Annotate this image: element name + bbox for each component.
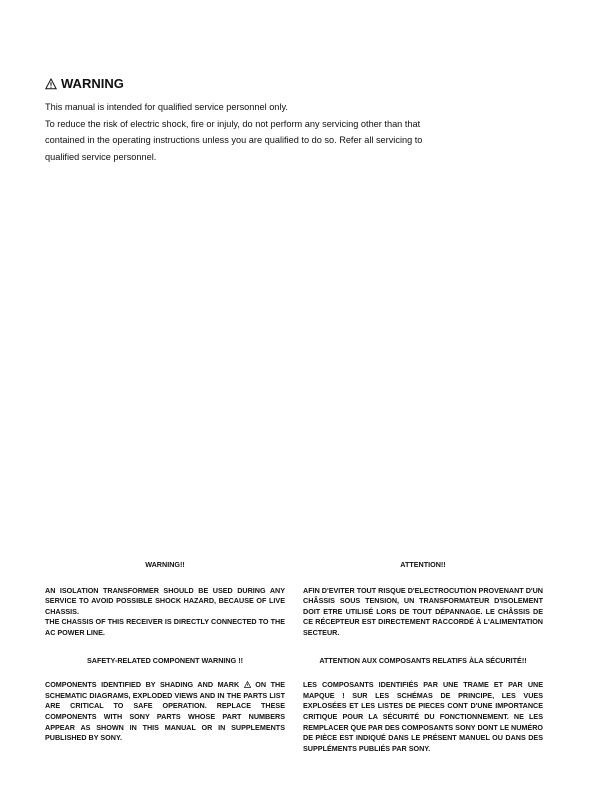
french-heading-attention: ATTENTION!! (400, 560, 446, 569)
warning-triangle-icon (45, 78, 57, 90)
english-components-paragraph (45, 680, 285, 744)
warning-line-3: contained in the operating instructions unless you are qualified to do so. Refer all servicing to (45, 135, 423, 145)
warning-line-4: qualified service personnel. (45, 151, 157, 162)
warning-title (45, 76, 475, 91)
english-isolation-paragraph: AN ISOLATION TRANSFORMER SHOULD BE USED DURING ANY SERVICE TO AVOID POSSIBLE SHOCK HAZARD, BECAUSE OF LIVE CHASSIS. (45, 585, 285, 616)
warning-line-1: This manual is intended for qualified service personnel only. (45, 102, 288, 112)
french-isolation-paragraph: AFIN D'EVITER TOUT RISQUE D'ELECTROCUTION PROVENANT D'UN CHÂSSIS SOUS TENSION, UN TRANSFORMATEUR D'ISOLEMENT DOIT ETRE UTILISÉ LORS DE TOUT DÉPANNAGE. LE CHÂSSIS DE CE RÉCEPTEUR EST DIRECTEMENT RACCORDÉ À L'ALIMENTATION SECTEUR. (303, 585, 543, 637)
safety-mark-icon (244, 681, 251, 688)
french-heading-securite: ATTENTION AUX COMPOSANTS RELATIFS ÀLA SÉCURITÉ!! (319, 655, 527, 665)
warning-line-2: To reduce the risk of electric shock, fire or injuly, do not perform any servicing other than that (45, 118, 421, 129)
english-notice-column (45, 560, 285, 744)
warning-title-text: WARNING (61, 76, 124, 91)
english-chassis-paragraph: THE CHASSIS OF THIS RECEIVER IS DIRECTLY CONNECTED TO THE AC POWER LINE. (45, 617, 285, 637)
warning-block (45, 76, 475, 165)
english-heading-warning: WARNING!! (145, 560, 185, 569)
english-heading-safety: SAFETY-RELATED COMPONENT WARNING !! (87, 655, 243, 665)
english-components-text-after: ON THE SCHEMATIC DIAGRAMS, EXPLODED VIEWS AND IN THE PARTS LIST ARE CRITICAL TO SAFE OPERATION. REPLACE THESE COMPONENTS WITH SONY PARTS WHOSE PART NUMBERS APPEAR AS SHOWN IN THIS MANUAL OR IN SUPPLEMENTS PUBLISHED BY SONY. (45, 680, 286, 743)
french-components-paragraph: LES COMPOSANTS IDENTIFIÉS PAR UNE TRAME ET PAR UNE MAPQUE ! SUR LES SCHÉMAS DE PRINCIPE, LES VUES EXPLOSÉES ET LES LISTES DE PIECES CONT D'UNE IMPORTANCE CRITIQUE POUR LA SÉCURITÉ DU FONCTIONNEMENT. NE LES REMPLACER QUE PAR DES COMPOSANTS SONY DONT LE NUMÉRO DE PIÈCE EST INDIQUÉ DANS LE PRÉSENT MANUEL OU DANS DES SUPPLÉMENTS PUBLIÉS PAR SONY. (303, 680, 543, 753)
french-notice-column (303, 560, 543, 754)
english-components-text-before: COMPONENTS IDENTIFIED BY SHADING AND MARK (45, 680, 240, 690)
